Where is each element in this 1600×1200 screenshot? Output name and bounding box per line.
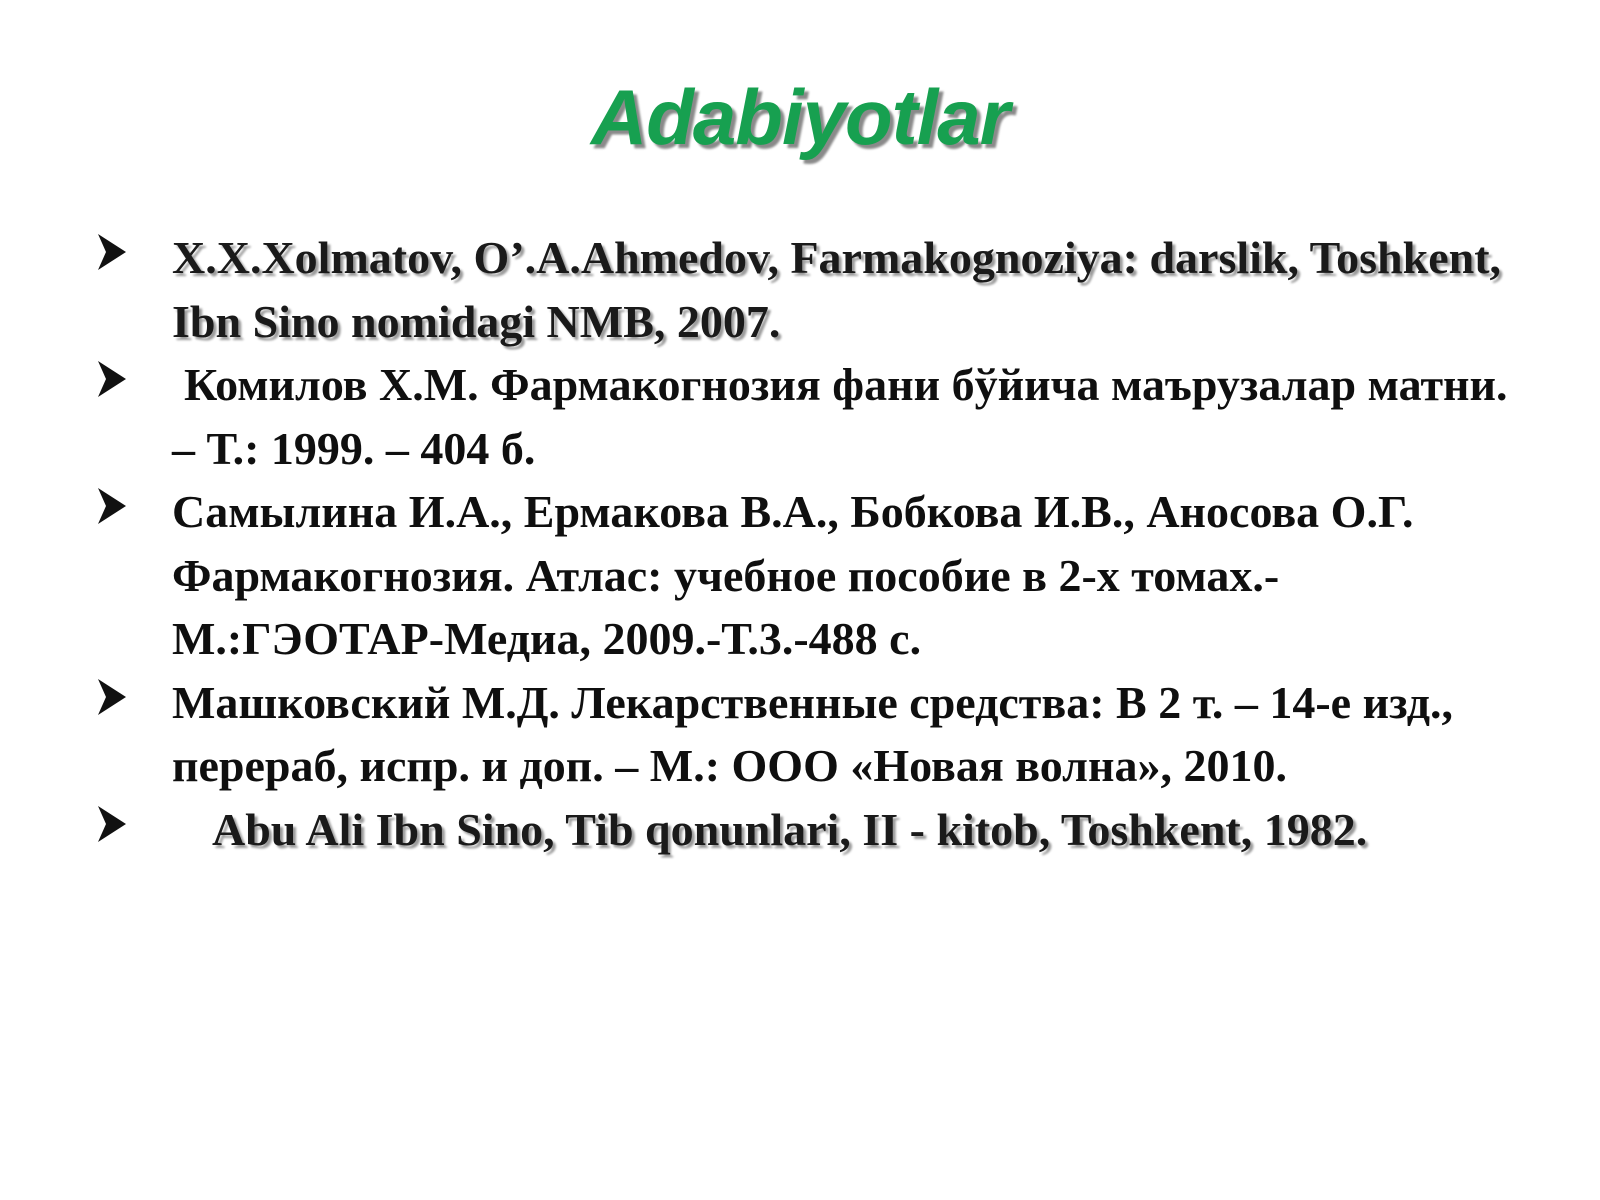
reference-text: Комилов Х.М. Фармакогнозия фани бўйича маърузалар матни. – Т.: 1999. – 404 б. [172, 359, 1508, 474]
reference-item [96, 353, 1536, 480]
reference-item [96, 480, 1536, 671]
arrowhead-bullet-icon [96, 677, 128, 717]
reference-item [96, 798, 1536, 862]
reference-item [96, 671, 1536, 798]
arrowhead-bullet-icon [96, 232, 128, 272]
reference-text: X.X.Xolmatov, O’.A.Ahmedov, Farmakognoziya: darslik, Toshkent, Ibn Sino nomidagi NMB, 2007. [172, 232, 1502, 347]
arrowhead-bullet-icon [96, 359, 128, 399]
arrowhead-bullet-icon [96, 486, 128, 526]
reference-text: Самылина И.А., Ермакова В.А., Бобкова И.В., Аносова О.Г. Фармакогнозия. Атлас: учебное пособие в 2-х томах.-М.:ГЭОТАР-Медиа, 2009.-Т.3.-488 с. [172, 486, 1414, 664]
slide-title: Adabiyotlar [590, 73, 1010, 161]
reference-text: Abu Ali Ibn Sino, Tib qonunlari, II - kitob, Toshkent, 1982. [212, 803, 1368, 855]
reference-text: Машковский М.Д. Лекарственные средства: В 2 т. – 14-е изд., перераб, испр. и доп. – М.: ООО «Новая волна», 2010. [172, 676, 1454, 791]
reference-list [96, 226, 1536, 861]
reference-item [96, 226, 1536, 353]
arrowhead-bullet-icon [96, 804, 128, 844]
